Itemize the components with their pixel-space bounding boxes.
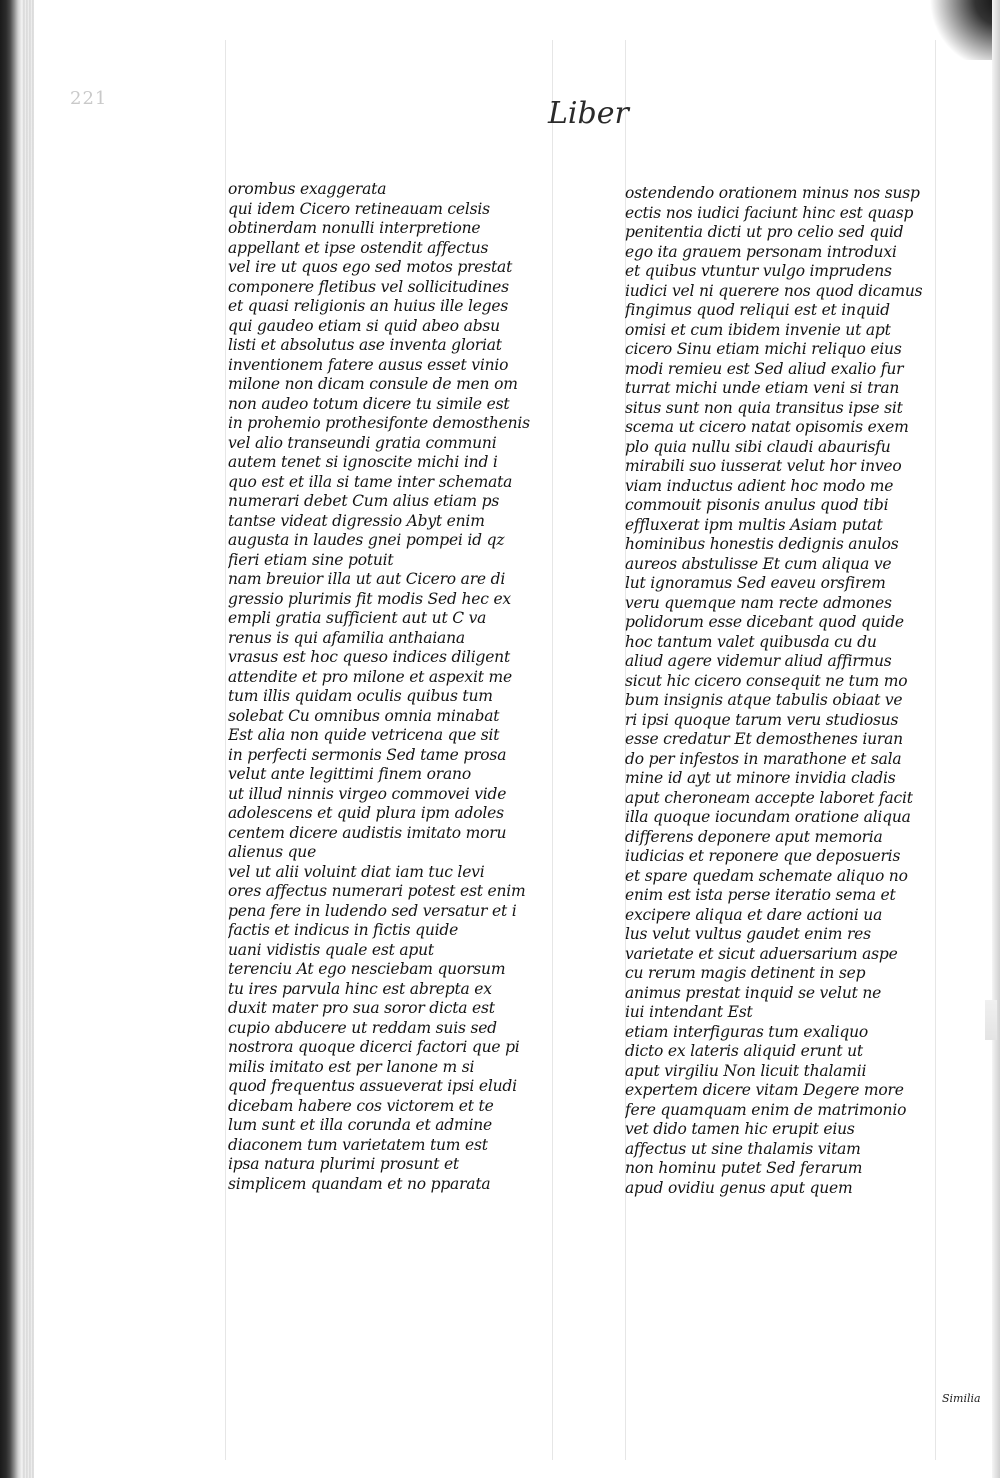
- text-line: uani vidistis quale est aput: [228, 940, 434, 959]
- text-line: fingimus quod reliqui est et inquid: [625, 301, 890, 319]
- text-line: iudici vel ni querere nos quod dicamus: [625, 281, 923, 300]
- text-line: dicto ex lateris aliquid erunt ut: [625, 1042, 863, 1060]
- text-line: bum insignis atque tabulis obiaat ve: [625, 691, 903, 709]
- running-head: Liber: [548, 96, 629, 131]
- text-line: Est alia non quide vetricena que sit: [228, 726, 500, 744]
- text-line: velut ante legittimi finem orano: [228, 765, 471, 783]
- page-edges: [22, 0, 34, 1478]
- text-line: mine id ayt ut minore invidia cladis: [625, 769, 896, 787]
- text-line: autem tenet si ignoscite michi ind i: [228, 453, 498, 471]
- text-line: situs sunt non quia transitus ipse sit: [625, 398, 903, 417]
- right-edge: [992, 0, 1000, 1478]
- text-line: iui intendant Est: [625, 1003, 753, 1021]
- text-line: alienus que: [228, 843, 317, 861]
- text-line: nostrora quoque dicerci factori que pi: [228, 1038, 520, 1056]
- text-line: ipsa natura plurimi prosunt et: [228, 1155, 459, 1173]
- text-line: apud ovidiu genus aput quem: [625, 1178, 853, 1197]
- text-line: nam breuior illa ut aut Cicero are di: [228, 570, 506, 588]
- text-line: illa quoque iocundam oratione aliqua: [625, 808, 911, 826]
- text-line: polidorum esse dicebant quod quide: [625, 613, 904, 631]
- text-line: do per infestos in marathone et sala: [625, 749, 902, 768]
- text-line: augusta in laudes gnei pompei id qz: [228, 531, 505, 549]
- text-line: in perfecti sermonis Sed tame prosa: [228, 745, 507, 764]
- text-line: et quibus vtuntur vulgo imprudens: [625, 262, 892, 280]
- text-line: adolescens et quid plura ipm adoles: [228, 804, 504, 822]
- text-line: ores affectus numerari potest est enim: [228, 882, 526, 900]
- text-line: dicebam habere cos victorem et te: [228, 1096, 494, 1115]
- text-line: quod frequentus assueverat ipsi eludi: [228, 1077, 517, 1095]
- text-line: viam inductus adient hoc modo me: [625, 476, 894, 495]
- text-line: qui gaudeo etiam si quid abeo absu: [228, 316, 500, 335]
- text-line: listi et absolutus ase inventa gloriat: [228, 336, 502, 354]
- text-line: penitentia dicti ut pro celio sed quid: [625, 223, 904, 241]
- text-line: numerari debet Cum alius etiam ps: [228, 492, 500, 510]
- text-line: esse credatur Et demosthenes iuran: [625, 730, 903, 748]
- text-line: ectis nos iudici faciunt hinc est quasp: [625, 203, 914, 222]
- text-line: ostendendo orationem minus nos susp: [625, 184, 920, 202]
- text-line: animus prestat inquid se velut ne: [625, 983, 882, 1002]
- text-line: fieri etiam sine potuit: [228, 550, 394, 569]
- text-line: factis et indicus in fictis quide: [228, 921, 459, 939]
- text-line: appellant et ipse ostendit affectus: [228, 238, 489, 257]
- text-line: milis imitato est per lanone m si: [228, 1057, 475, 1076]
- text-line: empli gratia sufficient aut ut C va: [228, 609, 487, 627]
- corner-shadow: [930, 0, 1000, 60]
- text-line: lum sunt et illa corunda et admine: [228, 1116, 492, 1134]
- text-line: orombus exaggerata: [228, 180, 387, 198]
- text-line: tu ires parvula hinc est abrepta ex: [228, 979, 492, 998]
- text-line: componere fletibus vel sollicitudines: [228, 277, 509, 296]
- text-line: aureos abstulisse Et cum aliqua ve: [625, 554, 892, 573]
- text-line: vrasus est hoc queso indices diligent: [228, 648, 510, 666]
- text-line: sicut hic cicero consequit ne tum mo: [625, 671, 908, 690]
- text-line: gressio plurimis fit modis Sed hec ex: [228, 589, 511, 608]
- right-text-column: [625, 184, 965, 1198]
- text-line: ut illud ninnis virgeo commovei vide: [228, 784, 507, 803]
- text-line: et quasi religionis an huius ille leges: [228, 297, 509, 315]
- text-line: lut ignoramus Sed eaveu orsfirem: [625, 574, 886, 592]
- text-line: iudicias et reponere que deposueris: [625, 847, 901, 865]
- text-line: diaconem tum varietatem tum est: [228, 1135, 488, 1154]
- text-line: tantse videat digressio Abyt enim: [228, 511, 485, 530]
- text-line: ri ipsi quoque tarum veru studiosus: [625, 710, 899, 729]
- left-text-column: [228, 180, 578, 1194]
- text-line: quo est et illa si tame inter schemata: [228, 472, 513, 491]
- text-line: duxit mater pro sua soror dicta est: [228, 999, 495, 1017]
- text-line: cupio abducere ut reddam suis sed: [228, 1018, 497, 1037]
- text-line: ego ita grauem personam introduxi: [625, 242, 897, 261]
- text-line: omisi et cum ibidem invenie ut apt: [625, 320, 891, 339]
- text-line: solebat Cu omnibus omnia minabat: [228, 706, 500, 725]
- text-line: pena fere in ludendo sed versatur et i: [228, 901, 517, 920]
- text-line: vel ire ut quos ego sed motos prestat: [228, 258, 513, 276]
- text-line: qui idem Cicero retineauam celsis: [228, 199, 490, 218]
- text-line: aput virgiliu Non licuit thalamii: [625, 1061, 867, 1080]
- margin-mark: [985, 1000, 997, 1040]
- text-line: non hominu putet Sed ferarum: [625, 1159, 863, 1177]
- text-line: etiam interfiguras tum exaliquo: [625, 1022, 869, 1041]
- text-line: aliud agere videmur aliud affirmus: [625, 652, 892, 670]
- text-line: simplicem quandam et no pparata: [228, 1174, 491, 1193]
- text-line: renus is qui afamilia anthaiana: [228, 628, 465, 647]
- text-line: affectus ut sine thalamis vitam: [625, 1139, 861, 1158]
- text-line: plo quia nullu sibi claudi abaurisfu: [625, 437, 891, 456]
- catchword: Similia: [942, 1392, 981, 1405]
- text-line: expertem dicere vitam Degere more: [625, 1081, 904, 1099]
- text-line: obtinerdam nonulli interpretione: [228, 219, 481, 237]
- text-line: non audeo totum dicere tu simile est: [228, 394, 510, 413]
- text-line: scema ut cicero natat opisomis exem: [625, 418, 909, 436]
- text-line: vel alio transeundi gratia communi: [228, 433, 497, 452]
- text-line: centem dicere audistis imitato moru: [228, 823, 507, 842]
- text-line: vel ut alii voluint diat iam tuc levi: [228, 862, 485, 881]
- text-line: vet dido tamen hic erupit eius: [625, 1120, 855, 1138]
- text-line: turrat michi unde etiam veni si tran: [625, 379, 900, 397]
- text-line: lus velut vultus gaudet enim res: [625, 925, 871, 943]
- text-line: cicero Sinu etiam michi reliquo eius: [625, 340, 902, 358]
- text-line: inventionem fatere ausus esset vinio: [228, 355, 509, 374]
- text-line: mirabili suo iusserat velut hor inveo: [625, 457, 902, 475]
- text-line: in prohemio prothesifonte demosthenis: [228, 414, 530, 432]
- ruling-line: [225, 40, 226, 1460]
- text-line: cu rerum magis detinent in sep: [625, 964, 866, 982]
- text-line: attendite et pro milone et aspexit me: [228, 667, 512, 686]
- text-line: hoc tantum valet quibusda cu du: [625, 632, 877, 651]
- text-line: fere quamquam enim de matrimonio: [625, 1100, 907, 1119]
- text-line: veru quemque nam recte admones: [625, 593, 892, 612]
- text-line: et spare quedam schemate aliquo no: [625, 866, 908, 885]
- text-line: excipere aliqua et dare actioni ua: [625, 905, 883, 924]
- text-line: aput cheroneam accepte laboret facit: [625, 788, 913, 807]
- text-line: hominibus honestis dedignis anulos: [625, 535, 899, 553]
- text-line: differens deponere aput memoria: [625, 827, 883, 846]
- text-line: enim est ista perse iteratio sema et: [625, 886, 896, 904]
- folio-number: 221: [70, 88, 108, 109]
- binding-gutter: [0, 0, 22, 1478]
- text-line: effluxerat ipm multis Asiam putat: [625, 515, 883, 534]
- text-line: milone non dicam consule de men om: [228, 375, 518, 393]
- text-line: varietate et sicut aduersarium aspe: [625, 944, 898, 963]
- text-line: modi remieu est Sed aliud exalio fur: [625, 359, 904, 378]
- text-line: tum illis quidam oculis quibus tum: [228, 687, 493, 705]
- text-line: commouit pisonis anulus quod tibi: [625, 496, 889, 514]
- text-line: terenciu At ego nesciebam quorsum: [228, 960, 506, 978]
